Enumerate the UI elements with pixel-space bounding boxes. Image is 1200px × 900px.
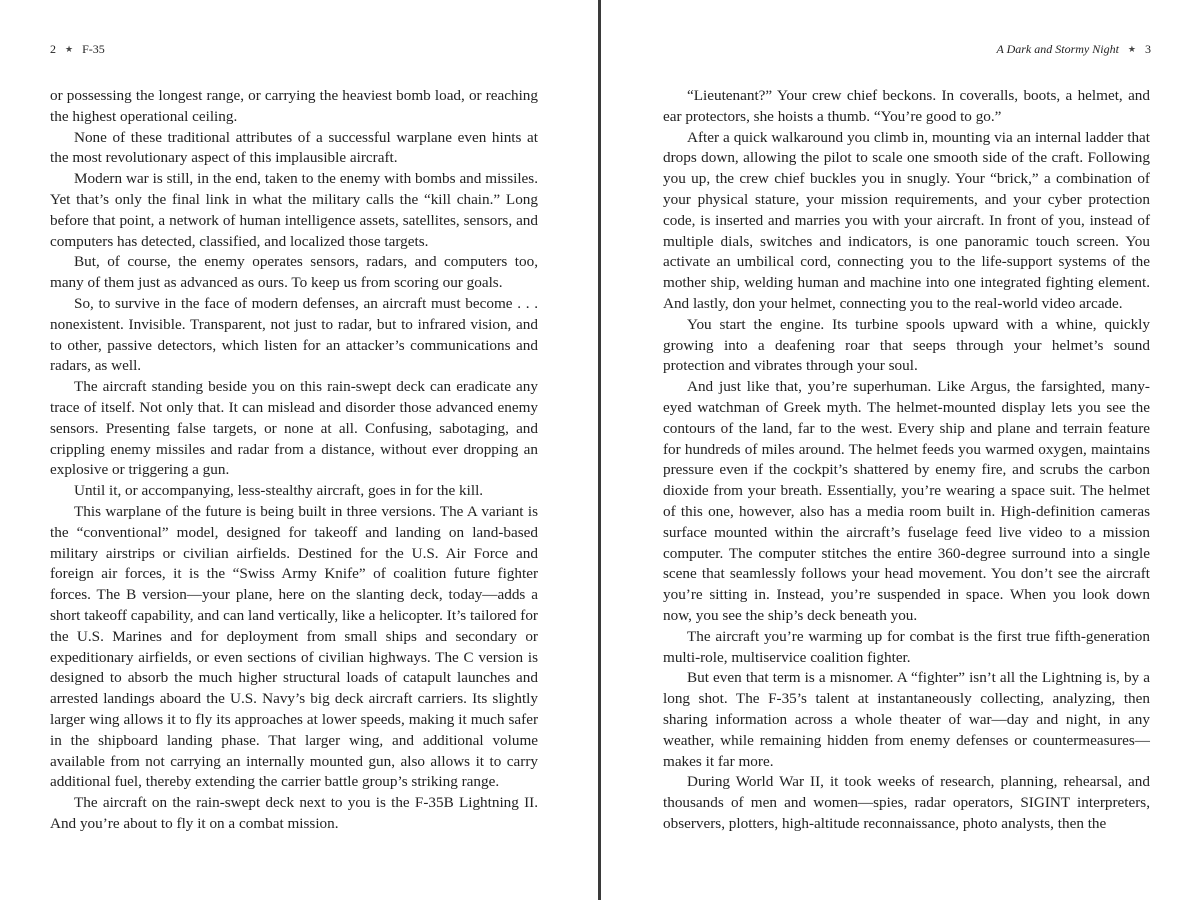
paragraph: And just like that, you’re superhuman. Like Argus, the farsighted, many-eyed watchman of Greek myth. The helmet-mounted display lets you see the contours of the land, far to the west. Every ship and plane and terrain feature for hundreds of miles around. The helmet feeds you warmed oxygen, maintains pressure even if the cockpit’s shattered by enemy fire, and scrubs the carbon dioxide from your breath. Essentially, you’re wearing a space suit. The helmet of this one, however, also has a media room built in. High-definition cameras surface mounted within the aircraft’s fuselage feed live video to a mission computer. The computer stitches the entire 360-degree surround into a single scene that seamlessly follows your head movement. You don’t see the aircraft you’re sitting in. Instead, you’re suspended in space. When you look down now, you see the ship’s deck beneath you. (663, 378, 1150, 624)
paragraph: The aircraft you’re warming up for combat is the first true fifth-generation multi-role, multiservice coalition fighter. (663, 627, 1150, 666)
right-running-head (996, 42, 1151, 57)
paragraph: None of these traditional attributes of a successful warplane even hints at the most revolutionary aspect of this implausible aircraft. (50, 128, 538, 167)
right-page (601, 0, 1200, 900)
left-page-number: 2 (50, 42, 56, 56)
paragraph: During World War II, it took weeks of research, planning, rehearsal, and thousands of men and women—spies, radar operators, SIGINT interpreters, observers, plotters, high-altitude reconnaissance, photo analysts, then the (663, 773, 1150, 832)
left-page (0, 0, 598, 900)
paragraph: “Lieutenant?” Your crew chief beckons. In coveralls, boots, a helmet, and ear protectors, she hoists a thumb. “You’re good to go.” (663, 87, 1150, 125)
right-page-number: 3 (1145, 42, 1151, 56)
left-running-head (50, 42, 105, 57)
paragraph: This warplane of the future is being built in three versions. The A variant is the “conventional” model, designed for takeoff and landing on land-based military airstrips or civilian airfields. Destined for the U.S. Air Force and foreign air forces, it is the “Swiss Army Knife” of coalition future fighter forces. The B version—your plane, here on the slanting deck, today—adds a short takeoff capability, and can land vertically, like a helicopter. It’s tailored for the U.S. Marines and for deployment from small ships and secondary or expeditionary airfields, or even sections of civilian highways. The C version is designed to absorb the much higher structural loads of catapult launches and arrested landings aboard the U.S. Navy’s big deck aircraft carriers. Its slightly larger wing allows it to fly its approaches at lower speeds, making it much safer in the shipboard landing phase. That larger wing, and additional volume available from not carrying an internally mounted gun, also allows it to carry additional fuel, thereby extending the carrier battle group’s striking range. (50, 502, 538, 791)
paragraph: or possessing the longest range, or carrying the heaviest bomb load, or reaching the highest operational ceiling. (50, 87, 538, 125)
left-body-text (50, 86, 538, 835)
paragraph: The aircraft on the rain-swept deck next to you is the F-35B Lightning II. And you’re about to fly it on a combat mission. (50, 794, 538, 832)
paragraph: Until it, or accompanying, less-stealthy aircraft, goes in for the kill. (74, 482, 484, 500)
book-title: F-35 (82, 42, 105, 56)
paragraph: The aircraft standing beside you on this rain-swept deck can eradicate any trace of itself. Not only that. It can mislead and disorder those advanced enemy sensors. Presenting false targets, or none at all. Confusing, sabotaging, and crippling enemy missiles and radar from a distance, without ever dropping an explosive or triggering a gun. (50, 378, 538, 479)
paragraph: Modern war is still, in the end, taken to the enemy with bombs and missiles. Yet that’s only the final link in what the military calls the “kill chain.” Long before that point, a network of human intelligence assets, satellites, sensors, and computers has detected, classified, and localized those targets. (50, 170, 538, 250)
star-icon: ★ (65, 44, 74, 54)
right-body-text (663, 86, 1150, 835)
paragraph: So, to survive in the face of modern defenses, an aircraft must become . . . nonexistent. Invisible. Transparent, not just to radar, but to infrared vision, and to other, passive detectors, which listen for an attacker’s communications and radars, as well. (50, 294, 538, 375)
paragraph: But even that term is a misnomer. A “fighter” isn’t all the Lightning is, by a long shot. The F-35’s talent at instantaneously collecting, analyzing, then sharing information across a whole theater of war—day and night, in any weather, while remaining hidden from enemy defenses or countermeasures—makes it far more. (663, 669, 1150, 770)
paragraph: After a quick walkaround you climb in, mounting via an internal ladder that drops down, allowing the pilot to scale one smooth side of the craft. Following you up, the crew chief buckles you in snugly. Your “brick,” a combination of your physical stature, your mission requirements, and your cyber protection code, is inserted and marries you with your aircraft. In front of you, instead of multiple dials, switches and indicators, is one panoramic touch screen. You activate an umbilical cord, connecting you to the life-support systems of the mother ship, welding human and machine into one integrated fighting element. And lastly, don your helmet, connecting you to the real-world video arcade. (663, 128, 1150, 312)
paragraph: But, of course, the enemy operates sensors, radars, and computers too, many of them just as advanced as ours. To keep us from scoring our goals. (50, 253, 538, 292)
star-icon: ★ (1127, 44, 1136, 54)
paragraph: You start the engine. Its turbine spools upward with a whine, quickly growing into a deafening roar that seeps through your helmet’s sound protection and vibrates through your soul. (663, 315, 1150, 375)
chapter-title: A Dark and Stormy Night (996, 42, 1119, 56)
